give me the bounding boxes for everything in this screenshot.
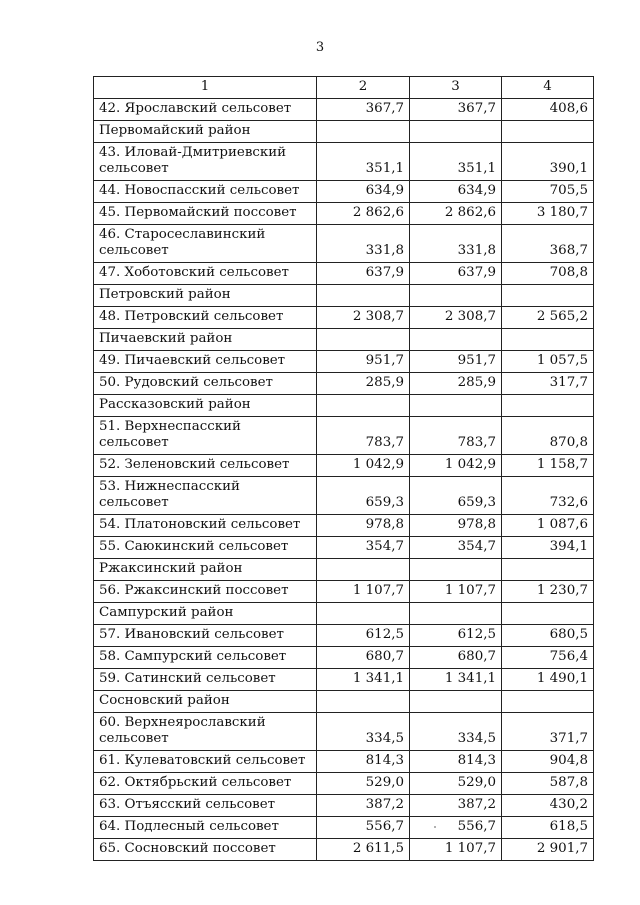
settlement-name: 59. Сатинский сельсовет <box>94 669 317 691</box>
district-name: Сосновский район <box>94 691 317 713</box>
table-row <box>94 225 594 263</box>
value-col-4: 618,5 <box>502 817 594 839</box>
value-col-4: 2 901,7 <box>502 839 594 861</box>
district-row <box>94 285 594 307</box>
value-col-4: 1 087,6 <box>502 515 594 537</box>
value-col-4: 1 057,5 <box>502 351 594 373</box>
table-row <box>94 817 594 839</box>
value-col-2: 331,8 <box>317 225 410 263</box>
table-row <box>94 647 594 669</box>
value-col-2: 1 341,1 <box>317 669 410 691</box>
empty-cell <box>502 395 594 417</box>
empty-cell <box>317 121 410 143</box>
value-col-3: 1 042,9 <box>410 455 502 477</box>
settlement-name: 44. Новоспасский сельсовет <box>94 181 317 203</box>
page-number: 3 <box>315 40 325 55</box>
settlement-name: 56. Ржаксинский поссовет <box>94 581 317 603</box>
empty-cell <box>502 559 594 581</box>
value-col-2: 2 308,7 <box>317 307 410 329</box>
value-col-3: 951,7 <box>410 351 502 373</box>
value-col-3: 637,9 <box>410 263 502 285</box>
empty-cell <box>317 603 410 625</box>
table-row <box>94 455 594 477</box>
empty-cell <box>502 603 594 625</box>
settlement-name: 63. Отъясский сельсовет <box>94 795 317 817</box>
column-header-4: 4 <box>502 77 594 99</box>
table-row <box>94 203 594 225</box>
value-col-3: 354,7 <box>410 537 502 559</box>
settlement-name: 58. Сампурский сельсовет <box>94 647 317 669</box>
value-col-4: 708,8 <box>502 263 594 285</box>
district-row <box>94 603 594 625</box>
settlement-name: 49. Пичаевский сельсовет <box>94 351 317 373</box>
column-header-2: 2 <box>317 77 410 99</box>
value-col-4: 904,8 <box>502 751 594 773</box>
value-col-3: 367,7 <box>410 99 502 121</box>
table-row <box>94 307 594 329</box>
settlement-name: 61. Кулеватовский сельсовет <box>94 751 317 773</box>
scan-speck <box>434 826 436 828</box>
value-col-4: 371,7 <box>502 713 594 751</box>
value-col-2: 387,2 <box>317 795 410 817</box>
settlement-name: 42. Ярославский сельсовет <box>94 99 317 121</box>
table-row <box>94 773 594 795</box>
district-name: Ржаксинский район <box>94 559 317 581</box>
value-col-3: 387,2 <box>410 795 502 817</box>
settlement-name: 48. Петровский сельсовет <box>94 307 317 329</box>
settlement-name: 52. Зеленовский сельсовет <box>94 455 317 477</box>
table-row <box>94 537 594 559</box>
value-col-4: 408,6 <box>502 99 594 121</box>
district-name: Первомайский район <box>94 121 317 143</box>
value-col-2: 1 107,7 <box>317 581 410 603</box>
column-header-3: 3 <box>410 77 502 99</box>
settlement-name: 53. Нижнеспасский сельсовет <box>94 477 317 515</box>
value-col-2: 637,9 <box>317 263 410 285</box>
value-col-3: 556,7 <box>410 817 502 839</box>
value-col-3: 285,9 <box>410 373 502 395</box>
district-row <box>94 559 594 581</box>
value-col-2: 634,9 <box>317 181 410 203</box>
empty-cell <box>502 285 594 307</box>
value-col-3: 680,7 <box>410 647 502 669</box>
value-col-4: 1 490,1 <box>502 669 594 691</box>
empty-cell <box>410 329 502 351</box>
table-row <box>94 839 594 861</box>
settlement-name: 43. Иловай-Дмитриевский сельсовет <box>94 143 317 181</box>
empty-cell <box>317 329 410 351</box>
value-col-2: 814,3 <box>317 751 410 773</box>
value-col-2: 334,5 <box>317 713 410 751</box>
table-row <box>94 351 594 373</box>
settlement-name: 46. Старосеславинский сельсовет <box>94 225 317 263</box>
settlement-name: 64. Подлесный сельсовет <box>94 817 317 839</box>
value-col-3: 1 341,1 <box>410 669 502 691</box>
settlement-name: 60. Верхнеярославский сельсовет <box>94 713 317 751</box>
value-col-2: 2 862,6 <box>317 203 410 225</box>
district-row <box>94 329 594 351</box>
settlement-name: 57. Ивановский сельсовет <box>94 625 317 647</box>
empty-cell <box>317 559 410 581</box>
value-col-3: 529,0 <box>410 773 502 795</box>
value-col-3: 334,5 <box>410 713 502 751</box>
budget-table <box>93 76 594 861</box>
table-row <box>94 751 594 773</box>
value-col-2: 367,7 <box>317 99 410 121</box>
value-col-2: 529,0 <box>317 773 410 795</box>
value-col-3: 2 862,6 <box>410 203 502 225</box>
table-row <box>94 669 594 691</box>
empty-cell <box>502 329 594 351</box>
value-col-4: 317,7 <box>502 373 594 395</box>
value-col-4: 705,5 <box>502 181 594 203</box>
value-col-2: 2 611,5 <box>317 839 410 861</box>
table-row <box>94 515 594 537</box>
table-body <box>94 99 594 861</box>
district-row <box>94 395 594 417</box>
value-col-2: 354,7 <box>317 537 410 559</box>
empty-cell <box>317 285 410 307</box>
value-col-3: 2 308,7 <box>410 307 502 329</box>
settlement-name: 62. Октябрьский сельсовет <box>94 773 317 795</box>
settlement-name: 65. Сосновский поссовет <box>94 839 317 861</box>
value-col-3: 814,3 <box>410 751 502 773</box>
value-col-4: 394,1 <box>502 537 594 559</box>
value-col-4: 3 180,7 <box>502 203 594 225</box>
empty-cell <box>502 121 594 143</box>
district-name: Рассказовский район <box>94 395 317 417</box>
empty-cell <box>410 691 502 713</box>
column-header-1: 1 <box>94 77 317 99</box>
empty-cell <box>502 691 594 713</box>
value-col-2: 783,7 <box>317 417 410 455</box>
value-col-4: 1 158,7 <box>502 455 594 477</box>
district-name: Пичаевский район <box>94 329 317 351</box>
value-col-4: 680,5 <box>502 625 594 647</box>
value-col-3: 659,3 <box>410 477 502 515</box>
value-col-4: 587,8 <box>502 773 594 795</box>
table-row <box>94 795 594 817</box>
value-col-2: 285,9 <box>317 373 410 395</box>
value-col-3: 634,9 <box>410 181 502 203</box>
settlement-name: 50. Рудовский сельсовет <box>94 373 317 395</box>
settlement-name: 47. Хоботовский сельсовет <box>94 263 317 285</box>
empty-cell <box>410 285 502 307</box>
table-row <box>94 143 594 181</box>
value-col-2: 680,7 <box>317 647 410 669</box>
table-row <box>94 99 594 121</box>
empty-cell <box>317 395 410 417</box>
value-col-3: 351,1 <box>410 143 502 181</box>
value-col-4: 368,7 <box>502 225 594 263</box>
value-col-3: 612,5 <box>410 625 502 647</box>
value-col-4: 2 565,2 <box>502 307 594 329</box>
empty-cell <box>410 121 502 143</box>
value-col-2: 612,5 <box>317 625 410 647</box>
value-col-3: 1 107,7 <box>410 839 502 861</box>
table-row <box>94 477 594 515</box>
value-col-2: 951,7 <box>317 351 410 373</box>
settlement-name: 51. Верхнеспасский сельсовет <box>94 417 317 455</box>
value-col-3: 331,8 <box>410 225 502 263</box>
table-header <box>94 77 594 99</box>
empty-cell <box>410 395 502 417</box>
value-col-3: 978,8 <box>410 515 502 537</box>
value-col-4: 1 230,7 <box>502 581 594 603</box>
value-col-2: 556,7 <box>317 817 410 839</box>
settlement-name: 54. Платоновский сельсовет <box>94 515 317 537</box>
value-col-2: 978,8 <box>317 515 410 537</box>
header-row <box>94 77 594 99</box>
settlement-name: 55. Саюкинский сельсовет <box>94 537 317 559</box>
settlement-name: 45. Первомайский поссовет <box>94 203 317 225</box>
value-col-2: 659,3 <box>317 477 410 515</box>
table-row <box>94 417 594 455</box>
table-row <box>94 373 594 395</box>
table-row <box>94 625 594 647</box>
district-name: Сампурский район <box>94 603 317 625</box>
value-col-4: 732,6 <box>502 477 594 515</box>
table-row <box>94 263 594 285</box>
district-row <box>94 691 594 713</box>
table-row <box>94 713 594 751</box>
empty-cell <box>317 691 410 713</box>
value-col-3: 1 107,7 <box>410 581 502 603</box>
district-name: Петровский район <box>94 285 317 307</box>
table-row <box>94 581 594 603</box>
value-col-4: 430,2 <box>502 795 594 817</box>
value-col-3: 783,7 <box>410 417 502 455</box>
value-col-2: 351,1 <box>317 143 410 181</box>
value-col-4: 756,4 <box>502 647 594 669</box>
empty-cell <box>410 559 502 581</box>
district-row <box>94 121 594 143</box>
table-row <box>94 181 594 203</box>
value-col-2: 1 042,9 <box>317 455 410 477</box>
value-col-4: 390,1 <box>502 143 594 181</box>
value-col-4: 870,8 <box>502 417 594 455</box>
empty-cell <box>410 603 502 625</box>
